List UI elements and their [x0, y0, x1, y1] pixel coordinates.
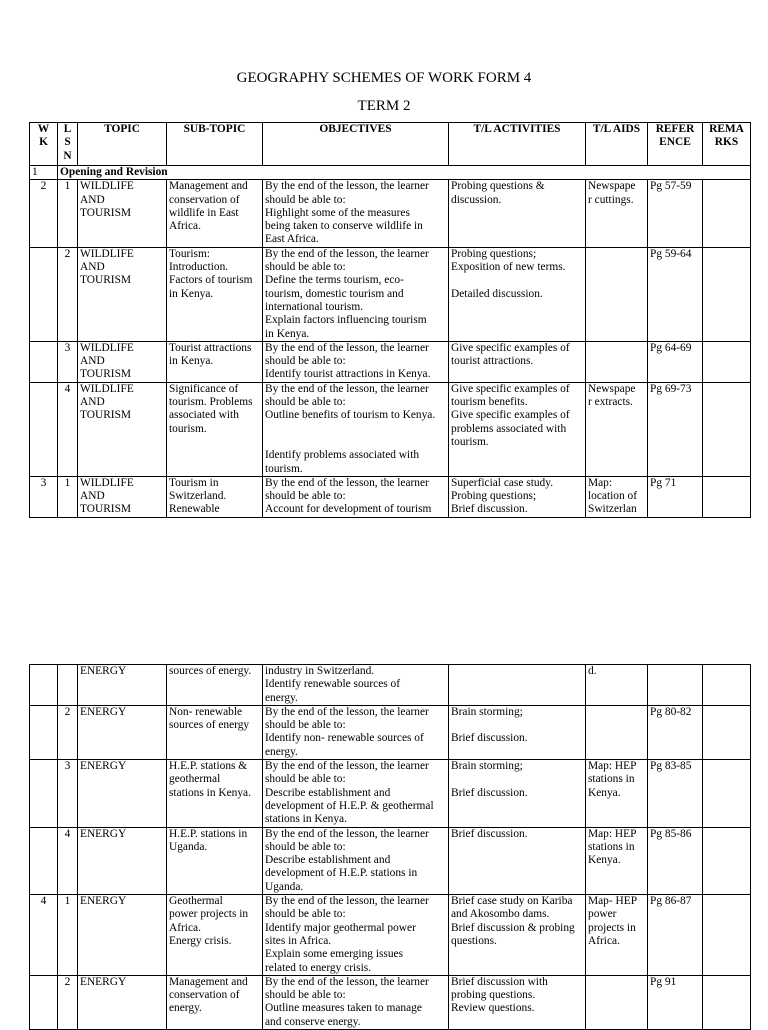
subtopic-cell: sources of energy.: [167, 665, 263, 706]
table-row: [30, 476, 751, 517]
subtopic-cell: Non- renewable sources of energy: [167, 705, 263, 759]
aids-cell: Map: HEP stations in Kenya.: [586, 827, 648, 894]
activities-cell: Superficial case study. Probing questions; Brief discussion.: [449, 476, 586, 517]
table-row: [30, 827, 751, 894]
remarks-cell: [703, 180, 751, 247]
objectives-cell: By the end of the lesson, the learner should be able to: Outline benefits of tourism to Kenya. Identify problems associated with tourism.: [263, 382, 449, 476]
topic-cell: ENERGY: [78, 895, 167, 976]
topic-cell: WILDLIFE AND TOURISM: [78, 180, 167, 247]
lesson-cell: [58, 665, 78, 706]
aids-cell: d.: [586, 665, 648, 706]
week-cell: [30, 827, 58, 894]
lesson-cell: 1: [58, 476, 78, 517]
subtopic-cell: Significance of tourism. Problems associated with tourism.: [167, 382, 263, 476]
section-label: Opening and Revision: [58, 166, 751, 180]
activities-cell: Give specific examples of tourist attractions.: [449, 341, 586, 382]
week-cell: [30, 975, 58, 1029]
header-lsn: L S N: [58, 123, 78, 166]
topic-cell: ENERGY: [78, 665, 167, 706]
subtopic-cell: H.E.P. stations & geothermal stations in Kenya.: [167, 760, 263, 827]
week-cell: [30, 341, 58, 382]
header-subtopic: SUB-TOPIC: [167, 123, 263, 166]
aids-cell: Newspape r cuttings.: [586, 180, 648, 247]
section-wk: 1: [30, 166, 58, 180]
activities-cell: [449, 665, 586, 706]
activities-cell: Brief case study on Kariba and Akosombo dams. Brief discussion & probing questions.: [449, 895, 586, 976]
remarks-cell: [703, 382, 751, 476]
remarks-cell: [703, 827, 751, 894]
header-remarks: REMA RKS: [703, 123, 751, 166]
objectives-cell: By the end of the lesson, the learner should be able to: Outline measures taken to manage and conserve energy.: [263, 975, 449, 1029]
week-cell: [30, 382, 58, 476]
reference-cell: Pg 86-87: [648, 895, 703, 976]
reference-cell: Pg 83-85: [648, 760, 703, 827]
table-row: [30, 341, 751, 382]
lesson-cell: 1: [58, 180, 78, 247]
objectives-cell: By the end of the lesson, the learner should be able to: Highlight some of the measures being taken to conserve wildlife in East Africa.: [263, 180, 449, 247]
table-row: [30, 705, 751, 759]
aids-cell: Map- HEP power projects in Africa.: [586, 895, 648, 976]
header-reference: REFER ENCE: [648, 123, 703, 166]
header-aids: T/L AIDS: [586, 123, 648, 166]
activities-cell: Brief discussion.: [449, 827, 586, 894]
reference-cell: Pg 91: [648, 975, 703, 1029]
topic-cell: ENERGY: [78, 827, 167, 894]
remarks-cell: [703, 247, 751, 341]
aids-cell: [586, 975, 648, 1029]
subtopic-cell: Management and conservation of wildlife in East Africa.: [167, 180, 263, 247]
activities-cell: Brief discussion with probing questions. Review questions.: [449, 975, 586, 1029]
topic-cell: ENERGY: [78, 760, 167, 827]
remarks-cell: [703, 760, 751, 827]
document-subtitle: TERM 2: [357, 98, 411, 114]
objectives-cell: industry in Switzerland. Identify renewable sources of energy.: [263, 665, 449, 706]
topic-cell: ENERGY: [78, 975, 167, 1029]
section-row: [30, 166, 751, 180]
lesson-cell: 3: [58, 341, 78, 382]
week-cell: [30, 760, 58, 827]
topic-cell: WILDLIFE AND TOURISM: [78, 476, 167, 517]
week-cell: [30, 705, 58, 759]
header-row: [30, 123, 751, 166]
header-activities: T/L ACTIVITIES: [449, 123, 586, 166]
week-cell: [30, 665, 58, 706]
aids-cell: [586, 341, 648, 382]
aids-cell: Map: HEP stations in Kenya.: [586, 760, 648, 827]
scheme-table-continued: [29, 664, 751, 1030]
reference-cell: Pg 69-73: [648, 382, 703, 476]
objectives-cell: By the end of the lesson, the learner should be able to: Identify tourist attractions in Kenya.: [263, 341, 449, 382]
activities-cell: Probing questions & discussion.: [449, 180, 586, 247]
lesson-cell: 2: [58, 975, 78, 1029]
aids-cell: [586, 247, 648, 341]
aids-cell: Map: location of Switzerlan: [586, 476, 648, 517]
week-cell: 4: [30, 895, 58, 976]
remarks-cell: [703, 975, 751, 1029]
subtopic-cell: Geothermal power projects in Africa. Energy crisis.: [167, 895, 263, 976]
remarks-cell: [703, 341, 751, 382]
reference-cell: Pg 80-82: [648, 705, 703, 759]
lesson-cell: 1: [58, 895, 78, 976]
topic-cell: WILDLIFE AND TOURISM: [78, 341, 167, 382]
subtopic-cell: H.E.P. stations in Uganda.: [167, 827, 263, 894]
reference-cell: Pg 59-64: [648, 247, 703, 341]
remarks-cell: [703, 476, 751, 517]
aids-cell: [586, 705, 648, 759]
remarks-cell: [703, 665, 751, 706]
table-row: [30, 247, 751, 341]
reference-cell: Pg 85-86: [648, 827, 703, 894]
objectives-cell: By the end of the lesson, the learner should be able to: Identify major geothermal power sites in Africa. Explain some emerging issues related to energy crisis.: [263, 895, 449, 976]
lesson-cell: 2: [58, 247, 78, 341]
lesson-cell: 4: [58, 382, 78, 476]
reference-cell: Pg 71: [648, 476, 703, 517]
table-row: [30, 975, 751, 1029]
subtopic-cell: Tourism: Introduction. Factors of tourism in Kenya.: [167, 247, 263, 341]
activities-cell: Probing questions; Exposition of new terms. Detailed discussion.: [449, 247, 586, 341]
objectives-cell: By the end of the lesson, the learner should be able to: Describe establishment and development of H.E.P. stations in Uganda.: [263, 827, 449, 894]
topic-cell: WILDLIFE AND TOURISM: [78, 247, 167, 341]
objectives-cell: By the end of the lesson, the learner should be able to: Describe establishment and development of H.E.P. & geothermal stations in Kenya.: [263, 760, 449, 827]
topic-cell: ENERGY: [78, 705, 167, 759]
week-cell: [30, 247, 58, 341]
header-objectives: OBJECTIVES: [263, 123, 449, 166]
table-row: [30, 180, 751, 247]
reference-cell: Pg 64-69: [648, 341, 703, 382]
activities-cell: Give specific examples of tourism benefits. Give specific examples of problems associated with tourism.: [449, 382, 586, 476]
activities-cell: Brain storming; Brief discussion.: [449, 705, 586, 759]
document-title: GEOGRAPHY SCHEMES OF WORK FORM 4: [236, 70, 532, 86]
lesson-cell: 2: [58, 705, 78, 759]
table-row: [30, 760, 751, 827]
topic-cell: WILDLIFE AND TOURISM: [78, 382, 167, 476]
scheme-table-top: [29, 122, 751, 518]
remarks-cell: [703, 895, 751, 976]
week-cell: 3: [30, 476, 58, 517]
reference-cell: [648, 665, 703, 706]
header-wk: W K: [30, 123, 58, 166]
aids-cell: Newspape r extracts.: [586, 382, 648, 476]
lesson-cell: 4: [58, 827, 78, 894]
header-topic: TOPIC: [78, 123, 167, 166]
lesson-cell: 3: [58, 760, 78, 827]
table-row: [30, 665, 751, 706]
remarks-cell: [703, 705, 751, 759]
subtopic-cell: Tourism in Switzerland. Renewable: [167, 476, 263, 517]
subtopic-cell: Tourist attractions in Kenya.: [167, 341, 263, 382]
objectives-cell: By the end of the lesson, the learner should be able to: Define the terms tourism, eco- tourism, domestic tourism and international tourism. Explain factors influencing tourism in Kenya.: [263, 247, 449, 341]
objectives-cell: By the end of the lesson, the learner should be able to: Identify non- renewable sources of energy.: [263, 705, 449, 759]
week-cell: 2: [30, 180, 58, 247]
table-row: [30, 895, 751, 976]
table-row: [30, 382, 751, 476]
activities-cell: Brain storming; Brief discussion.: [449, 760, 586, 827]
subtopic-cell: Management and conservation of energy.: [167, 975, 263, 1029]
objectives-cell: By the end of the lesson, the learner should be able to: Account for development of tourism: [263, 476, 449, 517]
reference-cell: Pg 57-59: [648, 180, 703, 247]
